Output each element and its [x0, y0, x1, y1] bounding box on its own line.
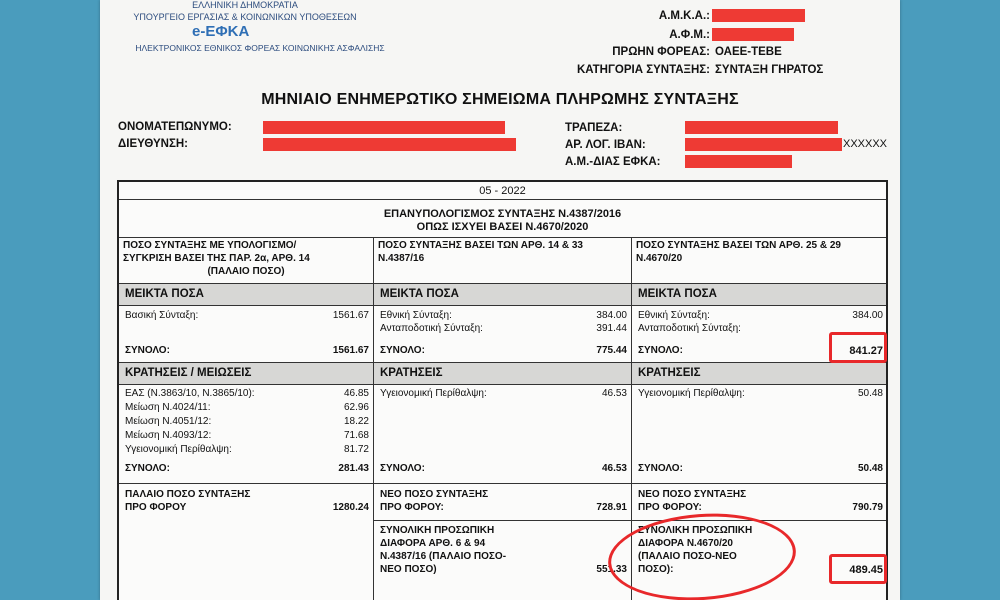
col1-basic-pension-value: 1561.67 — [332, 310, 369, 321]
col3-deductions-total-label: ΣΥΝΟΛΟ: — [638, 463, 683, 474]
col3-diff-label-2: ΔΙΑΦΟΡΑ Ν.4670/20 — [638, 538, 733, 549]
col3-diff-value: 489.45 — [849, 564, 883, 576]
col1-old-amount-label-2: ΠΡΟ ΦΟΡΟΥ — [125, 502, 187, 513]
col3-diff-highlight — [829, 554, 887, 584]
document-title: ΜΗΝΙΑΙΟ ΕΝΗΜΕΡΩΤΙΚΟ ΣΗΜΕΙΩΜΑ ΠΛΗΡΩΜΗΣ ΣΥΝΤΑΞΗΣ — [261, 91, 739, 108]
pension-table — [117, 180, 888, 600]
am-redaction — [685, 155, 792, 168]
col1-deductions-total: 281.43 — [338, 463, 369, 474]
iban-label: ΑΡ. ΛΟΓ. IBAN: — [565, 139, 646, 151]
col2-national-pension-value: 384.00 — [596, 310, 627, 321]
col3-deduction-health-label: Υγειονομική Περίθαλψη: — [638, 388, 745, 399]
col2-deductions-total-label: ΣΥΝΟΛΟ: — [380, 463, 425, 474]
name-redaction — [263, 121, 505, 134]
col1-basic-pension-label: Βασική Σύνταξη: — [125, 310, 199, 321]
pension-category-label: ΚΑΤΗΓΟΡΙΑ ΣΥΝΤΑΞΗΣ: — [577, 64, 710, 76]
col2-gross-total-label: ΣΥΝΟΛΟ: — [380, 345, 425, 356]
col1-head-2: ΣΥΓΚΡΙΣΗ ΒΑΣΕΙ ΤΗΣ ΠΑΡ. 2α, ΑΡΘ. 14 — [123, 253, 310, 264]
col2-deductions-total: 46.53 — [601, 463, 627, 474]
col3-gross-heading: ΜΕΙΚΤΑ ΠΟΣΑ — [638, 288, 717, 300]
col1-deduction-health-label: Υγειονομική Περίθαλψη: — [125, 444, 232, 455]
col3-diff-circle — [605, 508, 799, 600]
afm-redaction — [712, 28, 794, 41]
col2-new-amount-label-1: ΝΕΟ ΠΟΣΟ ΣΥΝΤΑΞΗΣ — [380, 489, 489, 500]
amka-redaction — [712, 9, 805, 22]
col3-head-2: Ν.4670/20 — [636, 253, 683, 264]
col1-deduction-4093-value: 71.68 — [343, 430, 369, 441]
gross-section-shade — [119, 284, 886, 305]
col3-gross-total-highlight — [829, 332, 887, 363]
ministry-line-1: ΕΛΛΗΝΙΚΗ ΔΗΜΟΚΡΑΤΙΑ — [192, 0, 298, 10]
address-redaction — [263, 138, 516, 151]
efka-logo: e-ΕΦΚΑ — [192, 23, 250, 40]
bank-label: ΤΡΑΠΕΖΑ: — [565, 122, 623, 134]
col3-new-amount-label-1: ΝΕΟ ΠΟΣΟ ΣΥΝΤΑΞΗΣ — [638, 489, 747, 500]
col3-new-amount-label-2: ΠΡΟ ΦΟΡΟΥ: — [638, 502, 702, 513]
col1-deductions-heading: ΚΡΑΤΗΣΕΙΣ / ΜΕΙΩΣΕΙΣ — [125, 367, 252, 379]
col2-contributory-pension-value: 391.44 — [596, 323, 627, 334]
col1-old-amount: 1280.24 — [332, 502, 369, 513]
period: 05 - 2022 — [479, 185, 526, 197]
address-label: ΔΙΕΥΘΥΝΣΗ: — [118, 138, 188, 150]
iban-suffix: XXXXXX — [843, 138, 888, 150]
col1-deduction-eas-value: 46.85 — [343, 388, 369, 399]
prior-fund-value: ΟΑΕΕ-ΤΕΒΕ — [715, 46, 782, 58]
amka-label: Α.Μ.Κ.Α.: — [658, 10, 710, 22]
col1-head-1: ΠΟΣΟ ΣΥΝΤΑΞΗΣ ΜΕ ΥΠΟΛΟΓΙΣΜΟ/ — [123, 240, 297, 251]
recalc-line-2: ΟΠΩΣ ΙΣΧΥΕΙ ΒΑΣΕΙ Ν.4670/2020 — [416, 221, 589, 233]
col1-gross-heading: ΜΕΙΚΤΑ ΠΟΣΑ — [125, 288, 204, 300]
pension-statement-document — [100, 0, 900, 600]
col2-diff-value: 551.33 — [596, 564, 627, 575]
col2-diff-label-1: ΣΥΝΟΛΙΚΗ ΠΡΟΣΩΠΙΚΗ — [380, 525, 495, 536]
col1-old-amount-label-1: ΠΑΛΑΙΟ ΠΟΣΟ ΣΥΝΤΑΞΗΣ — [125, 489, 251, 500]
col3-deductions-total: 50.48 — [857, 463, 883, 474]
col2-national-pension-label: Εθνική Σύνταξη: — [380, 310, 452, 321]
col1-deduction-health-value: 81.72 — [343, 444, 369, 455]
col2-diff-label-2: ΔΙΑΦΟΡΑ ΑΡΘ. 6 & 94 — [380, 538, 486, 549]
col3-head-1: ΠΟΣΟ ΣΥΝΤΑΞΗΣ ΒΑΣΕΙ ΤΩΝ ΑΡΘ. 25 & 29 — [636, 240, 841, 251]
col1-deduction-4024-value: 62.96 — [343, 402, 369, 413]
col2-deduction-health-label: Υγειονομική Περίθαλψη: — [380, 388, 487, 399]
col2-diff-label-3: Ν.4387/16 (ΠΑΛΑΙΟ ΠΟΣΟ- — [380, 551, 507, 562]
ministry-line-2: ΥΠΟΥΡΓΕΙΟ ΕΡΓΑΣΙΑΣ & ΚΟΙΝΩΝΙΚΩΝ ΥΠΟΘΕΣΕΩΝ — [133, 12, 357, 22]
pension-category-value: ΣΥΝΤΑΞΗ ΓΗΡΑΤΟΣ — [715, 64, 824, 76]
col1-deduction-4024-label: Μείωση Ν.4024/11: — [125, 402, 211, 413]
col2-gross-heading: ΜΕΙΚΤΑ ΠΟΣΑ — [380, 288, 459, 300]
col1-head-3: (ΠΑΛΑΙΟ ΠΟΣΟ) — [207, 266, 285, 277]
name-label: ΟΝΟΜΑΤΕΠΩΝΥΜΟ: — [118, 121, 232, 133]
col1-deduction-4093-label: Μείωση Ν.4093/12: — [125, 430, 212, 441]
am-label: Α.Μ.-ΔΙΑΣ ΕΦΚΑ: — [565, 156, 661, 168]
col3-diff-label-1: ΣΥΝΟΛΙΚΗ ΠΡΟΣΩΠΙΚΗ — [638, 525, 753, 536]
col2-new-amount-label-2: ΠΡΟ ΦΟΡΟΥ: — [380, 502, 444, 513]
col2-new-amount: 728.91 — [596, 502, 627, 513]
col1-deduction-eas-label: ΕΑΣ (Ν.3863/10, Ν.3865/10): — [125, 388, 255, 399]
col3-gross-total-label: ΣΥΝΟΛΟ: — [638, 345, 683, 356]
col2-gross-total: 775.44 — [596, 345, 627, 356]
col1-deductions-total-label: ΣΥΝΟΛΟ: — [125, 463, 170, 474]
col1-gross-total-label: ΣΥΝΟΛΟ: — [125, 345, 170, 356]
col2-deductions-heading: ΚΡΑΤΗΣΕΙΣ — [380, 367, 443, 379]
col1-gross-total: 1561.67 — [332, 345, 369, 356]
col3-diff-label-3: (ΠΑΛΑΙΟ ΠΟΣΟ-ΝΕΟ — [638, 551, 737, 562]
col3-new-amount: 790.79 — [852, 502, 883, 513]
col3-contributory-pension-label: Ανταποδοτική Σύνταξη: — [638, 323, 741, 334]
col2-contributory-pension-label: Ανταποδοτική Σύνταξη: — [380, 323, 483, 334]
iban-redaction — [685, 138, 842, 151]
col1-deduction-4051-label: Μείωση Ν.4051/12: — [125, 416, 212, 427]
afm-label: Α.Φ.Μ.: — [669, 29, 710, 41]
prior-fund-label: ΠΡΩΗΝ ΦΟΡΕΑΣ: — [612, 46, 710, 58]
col2-head-1: ΠΟΣΟ ΣΥΝΤΑΞΗΣ ΒΑΣΕΙ ΤΩΝ ΑΡΘ. 14 & 33 — [378, 240, 583, 251]
agency-name: ΗΛΕΚΤΡΟΝΙΚΟΣ ΕΘΝΙΚΟΣ ΦΟΡΕΑΣ ΚΟΙΝΩΝΙΚΗΣ ΑΣΦΑΛΙΣΗΣ — [135, 43, 385, 53]
col3-deductions-heading: ΚΡΑΤΗΣΕΙΣ — [638, 367, 701, 379]
col2-diff-label-4: ΝΕΟ ΠΟΣΟ) — [380, 564, 437, 575]
col3-national-pension-label: Εθνική Σύνταξη: — [638, 310, 710, 321]
col3-national-pension-value: 384.00 — [852, 310, 883, 321]
col3-gross-total: 841.27 — [849, 345, 883, 357]
col1-deduction-4051-value: 18.22 — [343, 416, 369, 427]
recalc-line-1: ΕΠΑΝΥΠΟΛΟΓΙΣΜΟΣ ΣΥΝΤΑΞΗΣ Ν.4387/2016 — [383, 208, 622, 220]
bank-redaction — [685, 121, 838, 134]
col3-diff-label-4: ΠΟΣΟ): — [638, 564, 674, 575]
col3-deduction-health-value: 50.48 — [857, 388, 883, 399]
col2-head-2: Ν.4387/16 — [378, 253, 425, 264]
col2-deduction-health-value: 46.53 — [601, 388, 627, 399]
